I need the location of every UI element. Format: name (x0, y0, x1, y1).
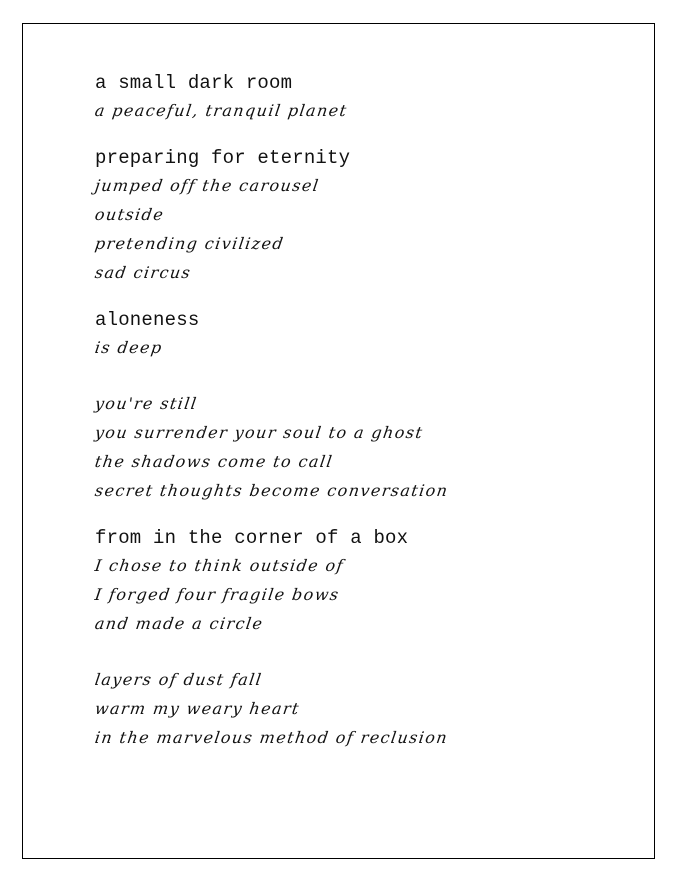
handwritten-line: secret thoughts become conversation (93, 481, 450, 500)
typed-line: preparing for eternity (95, 147, 351, 169)
stanza-gap (95, 638, 615, 665)
handwritten-line: pretending civilized (93, 234, 286, 253)
handwritten-line: you surrender your soul to a ghost (93, 423, 425, 442)
poem (95, 70, 615, 752)
handwritten-line: you're still (93, 394, 199, 413)
handwritten-line: and made a circle (93, 614, 265, 633)
typed-line: aloneness (95, 309, 200, 331)
handwritten-line: is deep (93, 338, 164, 357)
stanza-gap (95, 505, 615, 525)
handwritten-line: a peaceful, tranquil planet (93, 101, 349, 120)
stanza-4 (95, 389, 615, 505)
handwritten-line: in the marvelous method of reclusion (93, 728, 450, 747)
handwritten-line: warm my weary heart (93, 699, 302, 718)
stanza-gap (95, 125, 615, 145)
handwritten-line: sad circus (93, 263, 193, 282)
stanza-1 (95, 70, 615, 125)
handwritten-line: jumped off the carousel (93, 176, 321, 195)
handwritten-line: the shadows come to call (93, 452, 335, 471)
handwritten-line: I forged four fragile bows (93, 585, 341, 604)
stanza-6 (95, 665, 615, 752)
typed-line: a small dark room (95, 72, 293, 94)
stanza-5 (95, 525, 615, 638)
handwritten-line: layers of dust fall (93, 670, 264, 689)
stanza-gap (95, 362, 615, 389)
handwritten-line: I chose to think outside of (93, 556, 346, 575)
typed-line: from in the corner of a box (95, 527, 409, 549)
stanza-3 (95, 307, 615, 362)
stanza-2 (95, 145, 615, 287)
handwritten-line: outside (93, 205, 166, 224)
stanza-gap (95, 287, 615, 307)
